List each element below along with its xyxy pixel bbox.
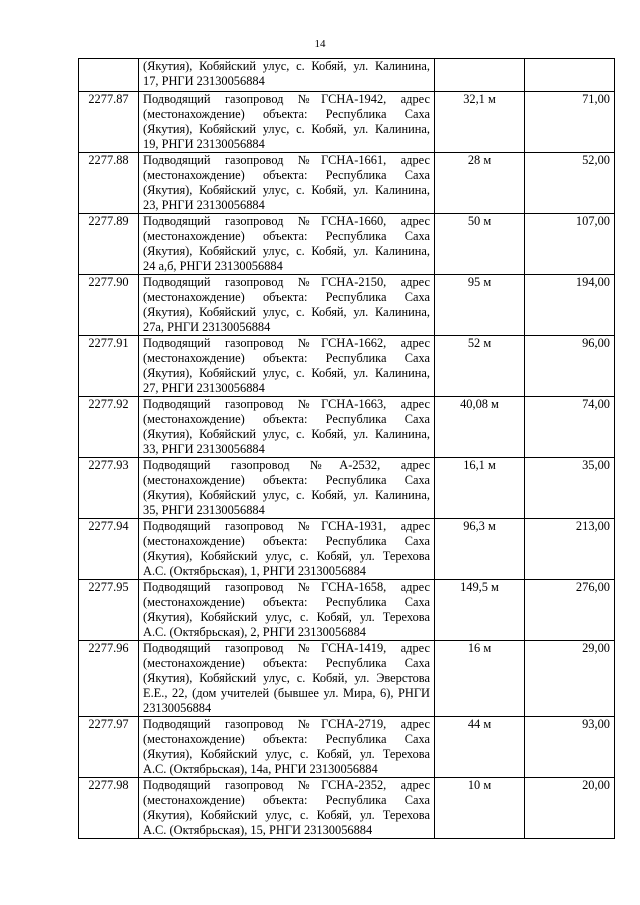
record-description <box>139 717 435 778</box>
record-length: 28 м <box>435 153 525 214</box>
record-length: 50 м <box>435 214 525 275</box>
description-line: 23130056884 <box>143 701 212 715</box>
description-line: (Якутия), Кобяйский улус, с. Кобяй, ул. Эверстова <box>143 671 430 685</box>
record-length: 32,1 м <box>435 92 525 153</box>
record-description <box>139 92 435 153</box>
description-line: А.С. (Октябрьская), 14а, РНГИ 23130056884 <box>143 762 378 776</box>
record-cost: 93,00 <box>525 717 615 778</box>
record-length: 44 м <box>435 717 525 778</box>
description-line: (местонахождение) объекта: Республика Саха <box>143 290 430 304</box>
description-line: (местонахождение) объекта: Республика Саха <box>143 473 430 487</box>
record-length: 149,5 м <box>435 580 525 641</box>
table-row <box>79 778 615 839</box>
table-row <box>79 214 615 275</box>
description-line: (местонахождение) объекта: Республика Саха <box>143 107 430 121</box>
record-cost <box>525 59 615 92</box>
record-length: 40,08 м <box>435 397 525 458</box>
description-line: (Якутия), Кобяйский улус, с. Кобяй, ул. Калинина, <box>143 244 430 258</box>
table-row <box>79 641 615 717</box>
record-description <box>139 153 435 214</box>
record-description <box>139 580 435 641</box>
description-line: 27а, РНГИ 23130056884 <box>143 320 271 334</box>
description-line: (местонахождение) объекта: Республика Саха <box>143 595 430 609</box>
description-line: 23, РНГИ 23130056884 <box>143 198 265 212</box>
record-description <box>139 214 435 275</box>
description-line: 17, РНГИ 23130056884 <box>143 74 265 88</box>
description-line: А.С. (Октябрьская), 15, РНГИ 23130056884 <box>143 823 373 837</box>
description-line: Подводящий газопровод №ГСНА-2352, адрес <box>143 778 430 792</box>
record-cost: 35,00 <box>525 458 615 519</box>
record-number: 2277.95 <box>79 580 139 641</box>
description-line: (местонахождение) объекта: Республика Саха <box>143 412 430 426</box>
description-line: 27, РНГИ 23130056884 <box>143 381 265 395</box>
record-cost: 194,00 <box>525 275 615 336</box>
record-cost: 107,00 <box>525 214 615 275</box>
description-line: (местонахождение) объекта: Республика Саха <box>143 793 430 807</box>
description-line: (местонахождение) объекта: Республика Саха <box>143 229 430 243</box>
description-line: А.С. (Октябрьская), 2, РНГИ 23130056884 <box>143 625 366 639</box>
record-length: 52 м <box>435 336 525 397</box>
description-line: Подводящий газопровод №ГСНА-1931, адрес <box>143 519 430 533</box>
table-row <box>79 336 615 397</box>
record-description <box>139 519 435 580</box>
record-number: 2277.97 <box>79 717 139 778</box>
record-cost: 29,00 <box>525 641 615 717</box>
description-line: (местонахождение) объекта: Республика Саха <box>143 168 430 182</box>
table-row <box>79 59 615 92</box>
record-cost: 213,00 <box>525 519 615 580</box>
description-line: Подводящий газопровод №ГСНА-1663, адрес <box>143 397 430 411</box>
description-line: Подводящий газопровод №ГСНА-2719, адрес <box>143 717 430 731</box>
description-line: (Якутия), Кобяйский улус, с. Кобяй, ул. Калинина, <box>143 305 430 319</box>
table-row <box>79 717 615 778</box>
table-row <box>79 458 615 519</box>
description-line: (Якутия), Кобяйский улус, с. Кобяй, ул. Калинина, <box>143 122 430 136</box>
record-length <box>435 59 525 92</box>
table-row <box>79 397 615 458</box>
record-cost: 276,00 <box>525 580 615 641</box>
description-line: 24 а,б, РНГИ 23130056884 <box>143 259 283 273</box>
description-line: Подводящий газопровод №А-2532, адрес <box>143 458 430 472</box>
description-line: (Якутия), Кобяйский улус, с. Кобяй, ул. Калинина, <box>143 59 430 73</box>
record-cost: 74,00 <box>525 397 615 458</box>
description-line: (Якутия), Кобяйский улус, с. Кобяй, ул. Калинина, <box>143 427 430 441</box>
description-line: Подводящий газопровод №ГСНА-1661, адрес <box>143 153 430 167</box>
registry-table-body <box>79 59 615 839</box>
property-registry-table <box>78 58 615 839</box>
record-description <box>139 275 435 336</box>
record-length: 95 м <box>435 275 525 336</box>
table-row <box>79 153 615 214</box>
table-row <box>79 275 615 336</box>
record-number: 2277.98 <box>79 778 139 839</box>
description-line: Подводящий газопровод №ГСНА-1658, адрес <box>143 580 430 594</box>
description-line: Подводящий газопровод №ГСНА-1419, адрес <box>143 641 430 655</box>
description-line: (Якутия), Кобяйский улус, с. Кобяй, ул. Калинина, <box>143 183 430 197</box>
record-cost: 20,00 <box>525 778 615 839</box>
record-description <box>139 336 435 397</box>
table-row <box>79 92 615 153</box>
record-length: 10 м <box>435 778 525 839</box>
description-line: 35, РНГИ 23130056884 <box>143 503 265 517</box>
description-line: Подводящий газопровод №ГСНА-1660, адрес <box>143 214 430 228</box>
record-cost: 71,00 <box>525 92 615 153</box>
description-line: 33, РНГИ 23130056884 <box>143 442 265 456</box>
record-cost: 52,00 <box>525 153 615 214</box>
record-length: 16 м <box>435 641 525 717</box>
description-line: 19, РНГИ 23130056884 <box>143 137 265 151</box>
table-row <box>79 519 615 580</box>
description-line: (Якутия), Кобяйский улус, с. Кобяй, ул. Терехова <box>143 747 430 761</box>
description-line: Подводящий газопровод №ГСНА-2150, адрес <box>143 275 430 289</box>
description-line: (местонахождение) объекта: Республика Саха <box>143 351 430 365</box>
description-line: (Якутия), Кобяйский улус, с. Кобяй, ул. Калинина, <box>143 488 430 502</box>
record-number: 2277.89 <box>79 214 139 275</box>
record-number: 2277.91 <box>79 336 139 397</box>
record-description <box>139 778 435 839</box>
record-description <box>139 641 435 717</box>
record-description <box>139 458 435 519</box>
record-length: 96,3 м <box>435 519 525 580</box>
description-line: Подводящий газопровод №ГСНА-1662, адрес <box>143 336 430 350</box>
description-line: (Якутия), Кобяйский улус, с. Кобяй, ул. Калинина, <box>143 366 430 380</box>
description-line: Подводящий газопровод №ГСНА-1942, адрес <box>143 92 430 106</box>
record-number: 2277.93 <box>79 458 139 519</box>
record-number <box>79 59 139 92</box>
record-description <box>139 59 435 92</box>
record-number: 2277.96 <box>79 641 139 717</box>
description-line: (местонахождение) объекта: Республика Саха <box>143 732 430 746</box>
page-number: 14 <box>314 38 326 50</box>
description-line: Е.Е., 22, (дом учителей (бывшее ул. Мира, 6), РНГИ <box>143 686 430 700</box>
description-line: А.С. (Октябрьская), 1, РНГИ 23130056884 <box>143 564 366 578</box>
table-row <box>79 580 615 641</box>
record-number: 2277.90 <box>79 275 139 336</box>
description-line: (Якутия), Кобяйский улус, с. Кобяй, ул. Терехова <box>143 549 430 563</box>
record-number: 2277.94 <box>79 519 139 580</box>
description-line: (местонахождение) объекта: Республика Саха <box>143 534 430 548</box>
record-length: 16,1 м <box>435 458 525 519</box>
record-number: 2277.87 <box>79 92 139 153</box>
record-description <box>139 397 435 458</box>
record-number: 2277.92 <box>79 397 139 458</box>
description-line: (Якутия), Кобяйский улус, с. Кобяй, ул. Терехова <box>143 808 430 822</box>
description-line: (Якутия), Кобяйский улус, с. Кобяй, ул. Терехова <box>143 610 430 624</box>
record-cost: 96,00 <box>525 336 615 397</box>
description-line: (местонахождение) объекта: Республика Саха <box>143 656 430 670</box>
record-number: 2277.88 <box>79 153 139 214</box>
